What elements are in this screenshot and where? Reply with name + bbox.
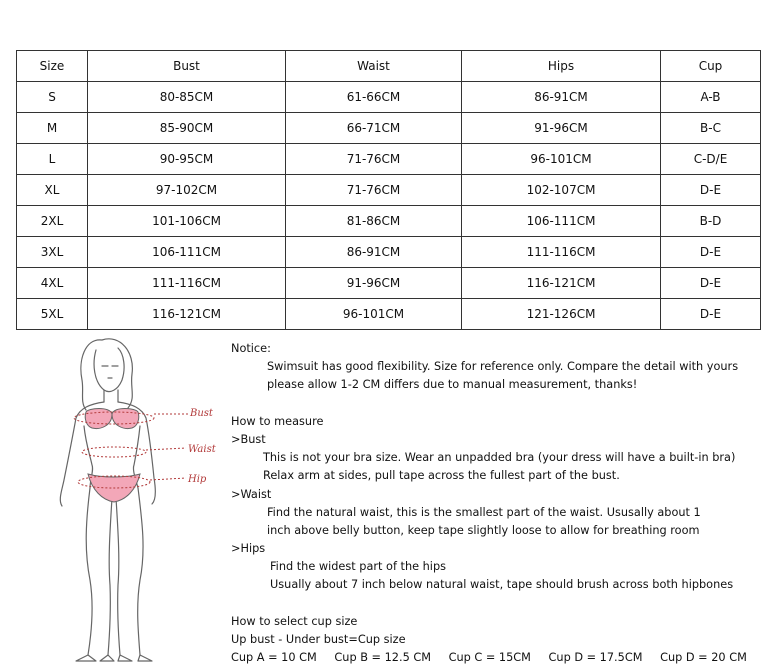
cell-hips: 121-126CM <box>462 299 661 330</box>
header-size: Size <box>17 51 88 82</box>
bikini-top <box>85 409 139 429</box>
cell-cup: D-E <box>661 175 761 206</box>
cell-bust: 116-121CM <box>88 299 286 330</box>
cell-size: S <box>17 82 88 113</box>
cell-cup: B-C <box>661 113 761 144</box>
header-waist: Waist <box>286 51 462 82</box>
cell-cup: D-E <box>661 237 761 268</box>
woman-figure-illustration <box>40 330 230 666</box>
table-row <box>17 206 761 237</box>
bust-label: Bust <box>190 408 213 419</box>
notice-title: Notice: <box>231 342 271 355</box>
cell-hips: 96-101CM <box>462 144 661 175</box>
cell-waist: 81-86CM <box>286 206 462 237</box>
cup-size-item: Cup C = 15CM <box>448 651 531 665</box>
cell-hips: 106-111CM <box>462 206 661 237</box>
cell-bust: 111-116CM <box>88 268 286 299</box>
cell-waist: 86-91CM <box>286 237 462 268</box>
waist-label: Waist <box>188 444 216 455</box>
cell-cup: C-D/E <box>661 144 761 175</box>
waist-line: inch above belly button, keep tape slightly loose to allow for breathing room <box>267 523 700 537</box>
size-chart-table <box>16 50 761 330</box>
header-cup: Cup <box>661 51 761 82</box>
cell-bust: 101-106CM <box>88 206 286 237</box>
measurement-figure <box>40 330 230 666</box>
cell-cup: A-B <box>661 82 761 113</box>
cup-size-item: Cup B = 12.5 CM <box>334 651 431 665</box>
header-bust: Bust <box>88 51 286 82</box>
cell-size: 3XL <box>17 237 88 268</box>
cell-waist: 71-76CM <box>286 175 462 206</box>
cup-size-list <box>231 649 761 667</box>
cell-size: 2XL <box>17 206 88 237</box>
table-header-row <box>17 51 761 82</box>
cell-waist: 61-66CM <box>286 82 462 113</box>
cell-hips: 116-121CM <box>462 268 661 299</box>
cell-hips: 91-96CM <box>462 113 661 144</box>
cell-bust: 106-111CM <box>88 237 286 268</box>
cell-size: L <box>17 144 88 175</box>
hips-line: Usually about 7 inch below natural waist, tape should brush across both hipbones <box>270 578 734 592</box>
header-hips: Hips <box>462 51 661 82</box>
waist-line: Find the natural waist, this is the smallest part of the waist. Ususally about 1 <box>267 505 701 519</box>
table-row <box>17 144 761 175</box>
cell-size: 4XL <box>17 268 88 299</box>
notice-line: Swimsuit has good flexibility. Size for reference only. Compare the detail with yours <box>267 360 739 374</box>
cell-waist: 96-101CM <box>286 299 462 330</box>
table-row <box>17 175 761 206</box>
measurement-notes <box>231 340 761 667</box>
cell-bust: 90-95CM <box>88 144 286 175</box>
table-row <box>17 113 761 144</box>
cell-hips: 111-116CM <box>462 237 661 268</box>
table-row <box>17 268 761 299</box>
cell-hips: 102-107CM <box>462 175 661 206</box>
bust-line: Relax arm at sides, pull tape across the fullest part of the bust. <box>263 469 620 483</box>
cell-hips: 86-91CM <box>462 82 661 113</box>
hip-label: Hip <box>188 474 207 485</box>
cell-bust: 80-85CM <box>88 82 286 113</box>
cup-size-formula: Up bust - Under bust=Cup size <box>231 633 406 646</box>
cell-waist: 71-76CM <box>286 144 462 175</box>
hips-line: Find the widest part of the hips <box>270 560 446 574</box>
bust-line: This is not your bra size. Wear an unpadded bra (your dress will have a built-in bra) <box>263 451 736 465</box>
how-to-measure-title: How to measure <box>231 414 324 428</box>
bust-title: >Bust <box>231 432 266 446</box>
table-row <box>17 237 761 268</box>
cell-cup: D-E <box>661 268 761 299</box>
cup-size-item: Cup D = 17.5CM <box>548 651 643 665</box>
table-row <box>17 82 761 113</box>
cell-size: M <box>17 113 88 144</box>
cell-bust: 97-102CM <box>88 175 286 206</box>
cell-waist: 66-71CM <box>286 113 462 144</box>
hips-title: >Hips <box>231 542 266 556</box>
cell-cup: B-D <box>661 206 761 237</box>
cell-size: XL <box>17 175 88 206</box>
cup-size-item: Cup D = 20 CM <box>660 651 747 665</box>
cup-size-title: How to select cup size <box>231 614 358 628</box>
cup-size-item: Cup A = 10 CM <box>231 651 317 665</box>
cell-size: 5XL <box>17 299 88 330</box>
table-row <box>17 299 761 330</box>
cell-cup: D-E <box>661 299 761 330</box>
cell-bust: 85-90CM <box>88 113 286 144</box>
notice-line: please allow 1-2 CM differs due to manual measurement, thanks! <box>267 378 638 392</box>
cell-waist: 91-96CM <box>286 268 462 299</box>
waist-title: >Waist <box>231 487 272 501</box>
